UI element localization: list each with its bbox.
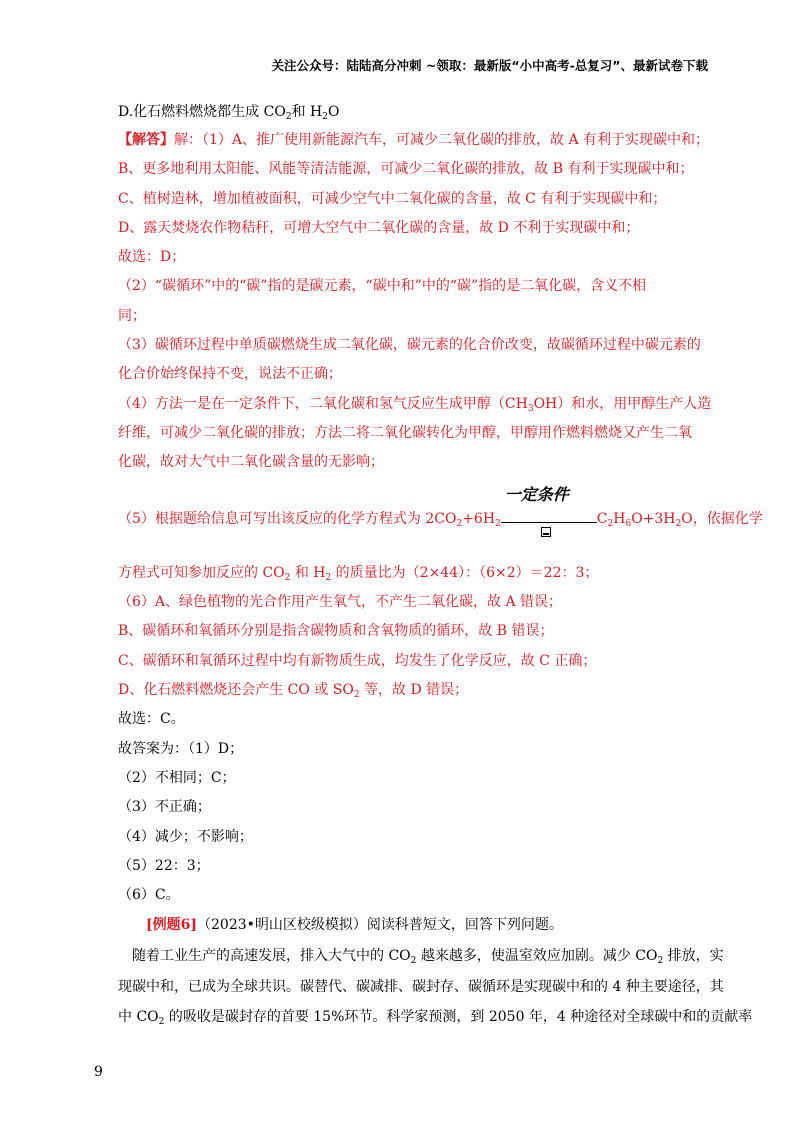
answer-line-17: C、碳循环和氧循环过程中均有新物质生成，均发生了化学反应，故 C 正确； <box>118 653 597 669</box>
page-header: 关注公众号：陆陆高分冲刺 ~领取：最新版“小中高考-总复习”、最新试卷下载 <box>271 58 708 73</box>
example-paragraph-3: 中 $CO_2$ 的吸收是碳封存的首要 15%环节。科学家预测，到 2050 年，4 种途径对全球碳中和的贡献率 <box>118 1009 753 1027</box>
answer-line-3: C、植树造林，增加植被面积，可减少空气中二氧化碳的含量，故 C 有利于实现碳中和； <box>118 191 667 207</box>
final-answer-3: （3）不正确； <box>118 799 211 815</box>
answer-line-13-equation: （5）根据题给信息可写出该反应的化学方程式为 $2CO_2+6H_2$ 一定条件 $C_2H_6O+3H_2O$，依据化学 <box>118 509 763 529</box>
answer-line-6: （2）“碳循环”中的“碳”指的是碳元素，“碳中和”中的“碳”指的是二氧化碳，含义不相 <box>118 278 647 294</box>
heat-box-icon <box>541 527 551 537</box>
answer-line-4: D、露天焚烧农作物秸秆，可增大空气中二氧化碳的含量，故 D 不利于实现碳中和； <box>118 220 640 236</box>
final-answer-2: （2）不相同；C； <box>118 770 236 786</box>
final-answer-1: 故答案为：（1）D； <box>118 741 244 757</box>
answer-line-7: 同； <box>118 308 146 324</box>
final-answer-4: （4）减少；不影响； <box>118 829 253 845</box>
example-header: [例题6]（2023•明山区校级模拟）阅读科普短文，回答下列问题。 <box>146 917 563 933</box>
answer-line-5: 故选：D； <box>118 249 186 265</box>
example-paragraph-2: 现碳中和，已成为全球共识。碳替代、碳减排、碳封存、碳循环是实现碳中和的 4 种主要途径，其 <box>118 979 724 995</box>
final-answer-5: （5）22：3； <box>118 858 210 874</box>
answer-line-15: （6）A、绿色植物的光合作用产生氧气，不产生二氧化碳，故 A 错误； <box>118 594 563 610</box>
answer-line-8: （3）碳循环过程中单质碳燃烧生成二氧化碳，碳元素的化合价改变，故碳循环过程中碳元素的 <box>118 337 701 353</box>
answer-tag: 【解答】 <box>118 132 174 148</box>
final-answer-6: （6）C。 <box>118 887 180 903</box>
answer-line-18: D、化石燃料燃烧还会产生 CO 或 $SO_2$ 等，故 D 错误； <box>118 682 469 700</box>
answer-line-16: B、碳循环和氧循环分别是指含碳物质和含氧物质的循环，故 B 错误； <box>118 623 554 639</box>
option-d: D.化石燃料燃烧都生成 $CO_2$和 $H_2O$ <box>118 104 340 122</box>
answer-line-9: 化合价始终保持不变，说法不正确； <box>118 366 342 382</box>
answer-line-1: 【解答】解：（1）A、推广使用新能源汽车，可减少二氧化碳的排放，故 A 有利于实现碳中和； <box>118 132 710 148</box>
answer-line-14: 方程式可知参加反应的 $CO_2$ 和 $H_2$ 的质量比为（2×44）：（6×2）＝22：3； <box>118 565 599 583</box>
page-number: 9 <box>94 1064 103 1080</box>
answer-line-2: B、更多地利用太阳能、风能等清洁能源，可减少二氧化碳的排放，故 B 有利于实现碳中和； <box>118 161 694 177</box>
example-paragraph-1: 随着工业生产的高速发展，排入大气中的 $CO_2$ 越来越多，使温室效应加剧。减少 $CO_2$ 排放，实 <box>132 948 724 966</box>
answer-line-19: 故选：C。 <box>118 711 185 727</box>
answer-line-11: 纤维，可减少二氧化碳的排放；方法二将二氧化碳转化为甲醇，甲醇用作燃料燃烧又产生二氧 <box>118 425 692 441</box>
answer-line-10: （4）方法一是在一定条件下，二氧化碳和氢气反应生成甲醇$(CH_3OH)$和水，用甲醇生产人造 <box>118 396 712 414</box>
answer-line-12: 化碳，故对大气中二氧化碳含量的无影响； <box>118 454 384 470</box>
reaction-arrow <box>501 485 597 529</box>
example-tag: [例题6] <box>146 917 197 933</box>
reaction-condition: 一定条件 <box>504 485 569 504</box>
